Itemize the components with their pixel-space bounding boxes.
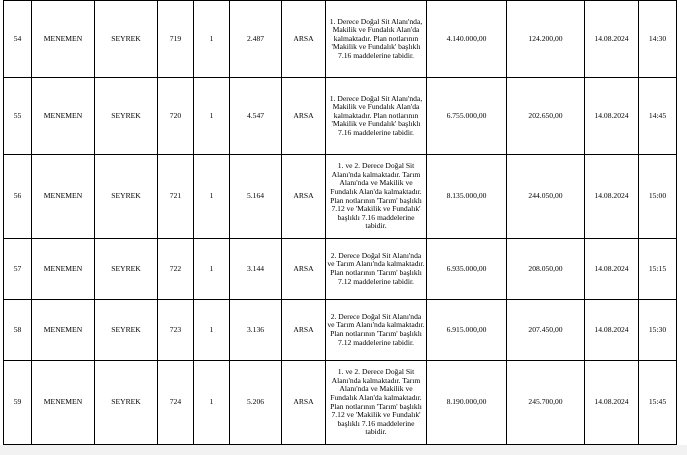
zoning-description	[326, 78, 427, 155]
area-cell: 2.487	[230, 1, 282, 78]
zoning-description	[326, 300, 427, 361]
deposit-amount: 202.650,00	[507, 78, 585, 155]
table-row	[4, 78, 677, 155]
area-cell: 5.164	[230, 155, 282, 239]
neighborhood-cell: SEYREK	[95, 1, 158, 78]
district-cell: MENEMEN	[32, 361, 95, 445]
district-cell: MENEMEN	[32, 155, 95, 239]
property-type: ARSA	[282, 1, 326, 78]
block-number: 721	[158, 155, 194, 239]
deposit-amount: 207.450,00	[507, 300, 585, 361]
block-number: 720	[158, 78, 194, 155]
row-number: 59	[4, 361, 32, 445]
row-number: 57	[4, 239, 32, 300]
row-number: 56	[4, 155, 32, 239]
parcel-number: 1	[194, 155, 230, 239]
estimated-price: 8.135.000,00	[427, 155, 507, 239]
parcel-number: 1	[194, 239, 230, 300]
neighborhood-cell: SEYREK	[95, 155, 158, 239]
zoning-description	[326, 361, 427, 445]
table-row	[4, 1, 677, 78]
area-cell: 5.206	[230, 361, 282, 445]
table-row	[4, 239, 677, 300]
table-row	[4, 155, 677, 239]
zoning-description-text: 1. Derece Doğal Sit Alanı'nda, Makilik ve Fundalık Alan'da kalmaktadır. Plan notlarının 'Makilik ve Fundalık' başlıklı 7.16 maddelerine tabidir.	[329, 16, 423, 60]
property-type: ARSA	[282, 155, 326, 239]
auction-time: 15:00	[639, 155, 677, 239]
district-cell: MENEMEN	[32, 239, 95, 300]
table-row	[4, 361, 677, 445]
block-number: 723	[158, 300, 194, 361]
neighborhood-cell: SEYREK	[95, 300, 158, 361]
deposit-amount: 244.050,00	[507, 155, 585, 239]
zoning-description	[326, 1, 427, 78]
auction-date: 14.08.2024	[585, 239, 639, 300]
estimated-price: 4.140.000,00	[427, 1, 507, 78]
estimated-price: 6.755.000,00	[427, 78, 507, 155]
neighborhood-cell: SEYREK	[95, 361, 158, 445]
zoning-description-text: 2. Derece Doğal Sit Alanı'nda ve Tarım Alanı'nda kalmaktadır. Plan notlarının 'Tarım' başlıklı 7.12 maddelerine tabidir.	[327, 250, 425, 286]
block-number: 724	[158, 361, 194, 445]
area-cell: 4.547	[230, 78, 282, 155]
property-type: ARSA	[282, 239, 326, 300]
zoning-description-text: 1. Derece Doğal Sit Alanı'nda, Makilik ve Fundalık Alan'da kalmaktadır. Plan notlarının 'Makilik ve Fundalık' başlıklı 7.16 maddelerine tabidir.	[329, 93, 423, 137]
district-cell: MENEMEN	[32, 78, 95, 155]
row-number: 55	[4, 78, 32, 155]
auction-date: 14.08.2024	[585, 1, 639, 78]
parcel-number: 1	[194, 1, 230, 78]
deposit-amount: 208.050,00	[507, 239, 585, 300]
zoning-description	[326, 155, 427, 239]
table-row	[4, 300, 677, 361]
property-type: ARSA	[282, 78, 326, 155]
auction-date: 14.08.2024	[585, 361, 639, 445]
estimated-price: 6.935.000,00	[427, 239, 507, 300]
parcel-auction-table	[3, 0, 677, 445]
property-type: ARSA	[282, 361, 326, 445]
auction-time: 15:45	[639, 361, 677, 445]
neighborhood-cell: SEYREK	[95, 78, 158, 155]
parcel-number: 1	[194, 300, 230, 361]
block-number: 719	[158, 1, 194, 78]
auction-date: 14.08.2024	[585, 300, 639, 361]
row-number: 54	[4, 1, 32, 78]
auction-date: 14.08.2024	[585, 78, 639, 155]
area-cell: 3.136	[230, 300, 282, 361]
auction-time: 15:30	[639, 300, 677, 361]
deposit-amount: 124.200,00	[507, 1, 585, 78]
property-type: ARSA	[282, 300, 326, 361]
area-cell: 3.144	[230, 239, 282, 300]
parcel-number: 1	[194, 361, 230, 445]
row-number: 58	[4, 300, 32, 361]
deposit-amount: 245.700,00	[507, 361, 585, 445]
estimated-price: 6.915.000,00	[427, 300, 507, 361]
district-cell: MENEMEN	[32, 1, 95, 78]
zoning-description-text: 1. ve 2. Derece Doğal Sit Alanı'nda kalmaktadır. Tarım Alanı'nda ve Makilik ve Fundalık Alan'da kalmaktadır. Plan notlarının 'Tarım' başlıklı 7.12 ve 'Makilik ve Fundalık' başlıklı 7.16 maddelerine tabidir.	[330, 367, 422, 437]
auction-time: 14:45	[639, 78, 677, 155]
parcel-number: 1	[194, 78, 230, 155]
estimated-price: 8.190.000,00	[427, 361, 507, 445]
zoning-description-text: 2. Derece Doğal Sit Alanı'nda ve Tarım Alanı'nda kalmaktadır. Plan notlarının 'Tarım' başlıklı 7.12 maddelerine tabidir.	[327, 311, 425, 347]
auction-time: 14:30	[639, 1, 677, 78]
neighborhood-cell: SEYREK	[95, 239, 158, 300]
zoning-description	[326, 239, 427, 300]
zoning-description-text: 1. ve 2. Derece Doğal Sit Alanı'nda kalmaktadır. Tarım Alanı'nda ve Makilik ve Fundalık Alan'da kalmaktadır. Plan notlarının 'Tarım' başlıklı 7.12 ve 'Makilik ve Fundalık' başlıklı 7.16 maddelerine tabidir.	[330, 161, 422, 231]
block-number: 722	[158, 239, 194, 300]
auction-time: 15:15	[639, 239, 677, 300]
district-cell: MENEMEN	[32, 300, 95, 361]
auction-date: 14.08.2024	[585, 155, 639, 239]
